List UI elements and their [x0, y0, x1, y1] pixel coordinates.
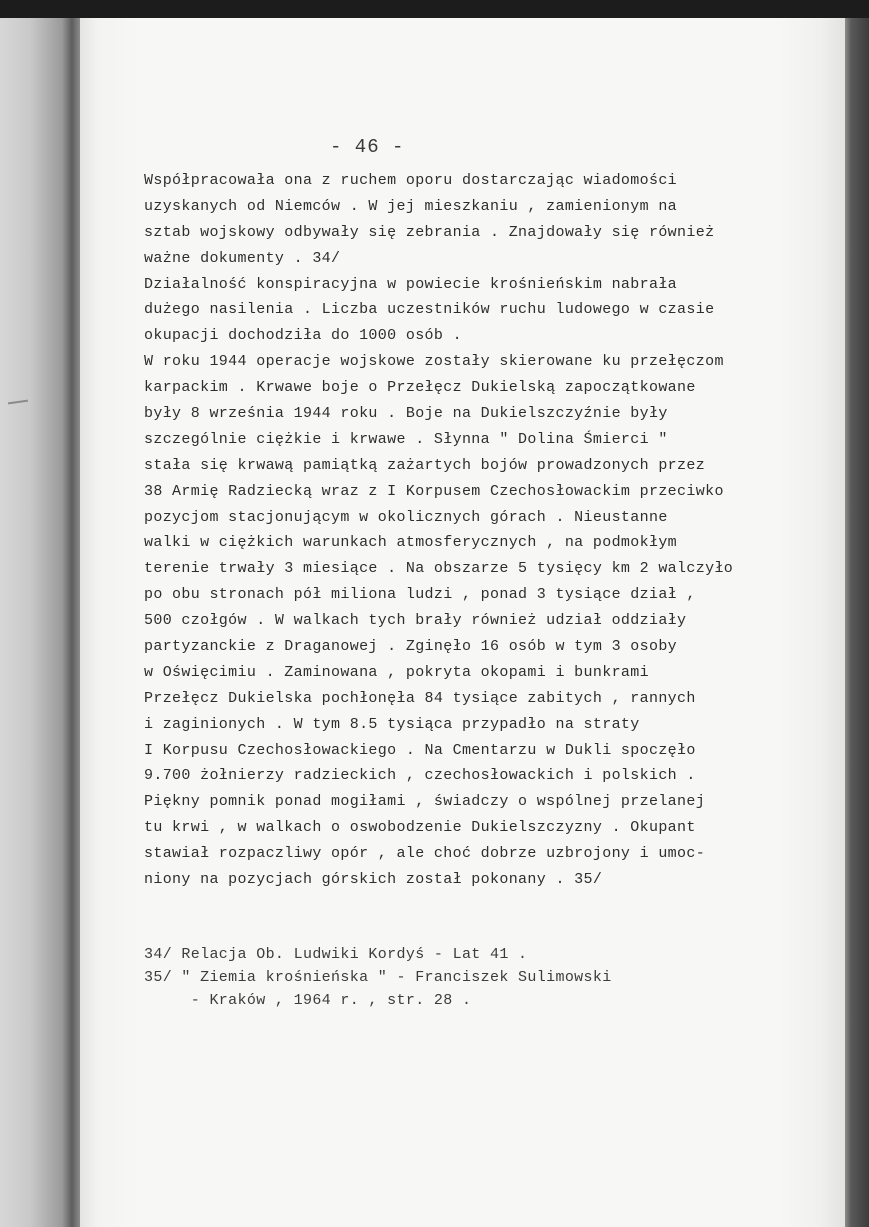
- text-line: po obu stronach pół miliona ludzi , ponad 3 tysiące dział ,: [144, 586, 696, 604]
- text-line: Przełęcz Dukielska pochłonęła 84 tysiące zabitych , rannych: [144, 689, 696, 707]
- body-text: [144, 168, 834, 893]
- text-line: I Korpusu Czechosłowackiego . Na Cmentarzu w Dukli spoczęło: [144, 741, 696, 759]
- text-line: Piękny pomnik ponad mogiłami , świadczy o wspólnej przelanej: [144, 793, 706, 811]
- text-line: i zaginionych . W tym 8.5 tysiąca przypadło na straty: [144, 715, 640, 733]
- footnotes: [144, 943, 834, 1012]
- text-line: W roku 1944 operacje wojskowe zostały skierowane ku przełęczom: [144, 353, 724, 371]
- footnote-35: 35/ " Ziemia krośnieńska " - Franciszek Sulimowski: [144, 969, 612, 986]
- text-line: uzyskanych od Niemców . W jej mieszkaniu , zamienionym na: [144, 197, 678, 215]
- text-line: okupacji dochodziła do 1000 osób .: [144, 327, 462, 345]
- text-line: ważne dokumenty . 34/: [144, 249, 341, 267]
- text-line: stawiał rozpaczliwy opór , ale choć dobrze uzbrojony i umoc-: [144, 845, 706, 863]
- text-line: 9.700 żołnierzy radzieckich , czechosłowackich i polskich .: [144, 767, 696, 785]
- text-line: były 8 września 1944 roku . Boje na Dukielszczyźnie były: [144, 405, 668, 423]
- footnote-35-continuation: - Kraków , 1964 r. , str. 28 .: [144, 992, 472, 1009]
- text-line: pozycjom stacjonującym w okolicznych górach . Nieustanne: [144, 508, 668, 526]
- scan-top-border: [0, 0, 869, 18]
- page-number: - 46 -: [330, 136, 405, 158]
- text-line: 38 Armię Radziecką wraz z I Korpusem Czechosłowackim przeciwko: [144, 482, 724, 500]
- text-line: w Oświęcimiu . Zaminowana , pokryta okopami i bunkrami: [144, 663, 649, 681]
- text-line: Działalność konspiracyjna w powiecie krośnieńskim nabrała: [144, 275, 678, 293]
- scan-right-edge: [845, 18, 869, 1227]
- scan-left-shadow: [0, 18, 80, 1227]
- text-line: Współpracowała ona z ruchem oporu dostarczając wiadomości: [144, 172, 678, 189]
- text-line: tu krwi , w walkach o oswobodzenie Dukielszczyzny . Okupant: [144, 819, 696, 837]
- text-line: terenie trwały 3 miesiące . Na obszarze 5 tysięcy km 2 walczyło: [144, 560, 734, 578]
- text-line: 500 czołgów . W walkach tych brały również udział oddziały: [144, 612, 687, 630]
- text-line: karpackim . Krwawe boje o Przełęcz Dukielską zapoczątkowane: [144, 379, 696, 397]
- text-line: walki w ciężkich warunkach atmosferycznych , na podmokłym: [144, 534, 678, 552]
- text-line: szczególnie ciężkie i krwawe . Słynna " Dolina Śmierci ": [144, 430, 668, 448]
- text-line: stała się krwawą pamiątką zażartych bojów prowadzonych przez: [144, 456, 706, 474]
- text-line: sztab wojskowy odbywały się zebrania . Znajdowały się również: [144, 223, 715, 241]
- text-line: dużego nasilenia . Liczba uczestników ruchu ludowego w czasie: [144, 301, 715, 319]
- text-line: niony na pozycjach górskich został pokonany . 35/: [144, 871, 603, 889]
- text-line: partyzanckie z Draganowej . Zginęło 16 osób w tym 3 osoby: [144, 638, 678, 656]
- footnote-34: 34/ Relacja Ob. Ludwiki Kordyś - Lat 41 .: [144, 946, 528, 963]
